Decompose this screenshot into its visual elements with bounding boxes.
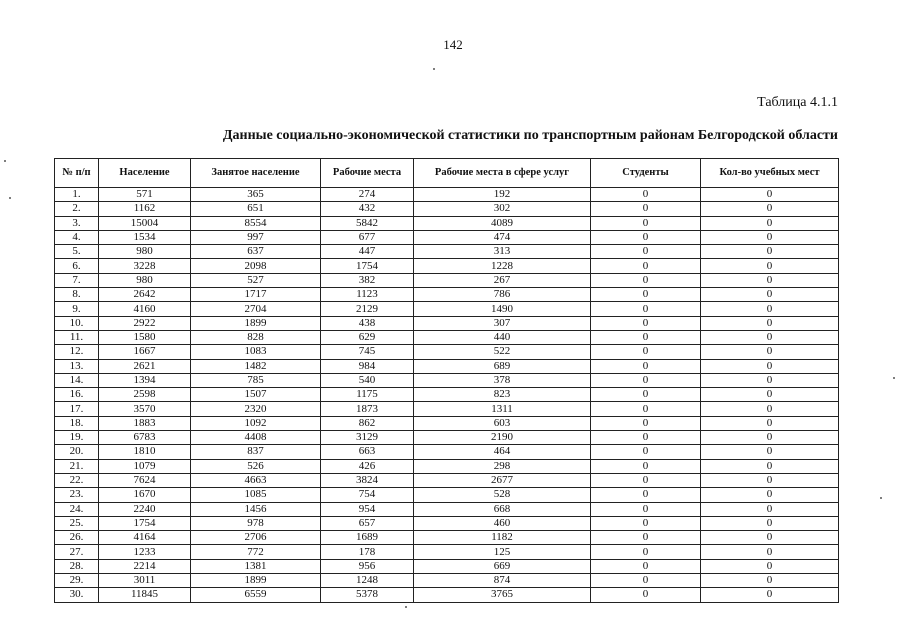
cell-row-number: 16.	[55, 388, 99, 402]
cell-service-jobs: 874	[414, 574, 591, 588]
table-row	[55, 388, 839, 402]
cell-students: 0	[591, 588, 701, 602]
column-header-students: Студенты	[591, 159, 701, 188]
cell-students: 0	[591, 473, 701, 487]
cell-jobs: 657	[321, 516, 414, 530]
table-row	[55, 459, 839, 473]
cell-jobs: 754	[321, 488, 414, 502]
statistics-table	[54, 158, 839, 603]
cell-row-number: 2.	[55, 202, 99, 216]
cell-service-jobs: 1182	[414, 531, 591, 545]
table-row	[55, 302, 839, 316]
cell-students: 0	[591, 359, 701, 373]
cell-service-jobs: 1228	[414, 259, 591, 273]
cell-population: 3570	[99, 402, 191, 416]
cell-service-jobs: 2190	[414, 431, 591, 445]
scan-speck	[880, 497, 882, 499]
cell-population: 11845	[99, 588, 191, 602]
cell-school-places: 0	[701, 259, 839, 273]
cell-jobs: 1175	[321, 388, 414, 402]
cell-school-places: 0	[701, 330, 839, 344]
cell-service-jobs: 302	[414, 202, 591, 216]
table-row	[55, 230, 839, 244]
table-body	[55, 188, 839, 603]
cell-service-jobs: 440	[414, 330, 591, 344]
cell-employed: 8554	[191, 216, 321, 230]
cell-jobs: 5842	[321, 216, 414, 230]
cell-service-jobs: 267	[414, 273, 591, 287]
table-header-row	[55, 159, 839, 188]
cell-service-jobs: 474	[414, 230, 591, 244]
cell-students: 0	[591, 431, 701, 445]
cell-service-jobs: 1311	[414, 402, 591, 416]
cell-row-number: 13.	[55, 359, 99, 373]
column-header-jobs: Рабочие места	[321, 159, 414, 188]
table-row	[55, 345, 839, 359]
cell-employed: 1085	[191, 488, 321, 502]
cell-school-places: 0	[701, 588, 839, 602]
cell-students: 0	[591, 531, 701, 545]
cell-row-number: 19.	[55, 431, 99, 445]
cell-service-jobs: 464	[414, 445, 591, 459]
cell-school-places: 0	[701, 516, 839, 530]
cell-school-places: 0	[701, 316, 839, 330]
table-row	[55, 216, 839, 230]
cell-row-number: 27.	[55, 545, 99, 559]
cell-population: 1233	[99, 545, 191, 559]
cell-school-places: 0	[701, 445, 839, 459]
cell-students: 0	[591, 516, 701, 530]
cell-jobs: 1754	[321, 259, 414, 273]
table-row	[55, 574, 839, 588]
cell-service-jobs: 2677	[414, 473, 591, 487]
cell-students: 0	[591, 202, 701, 216]
cell-row-number: 22.	[55, 473, 99, 487]
scan-speck	[4, 160, 6, 162]
table-row	[55, 288, 839, 302]
table-title: Данные социально-экономической статистики по транспортным районам Белгородской области	[222, 128, 838, 143]
table-row	[55, 559, 839, 573]
cell-population: 3228	[99, 259, 191, 273]
cell-students: 0	[591, 330, 701, 344]
table-row	[55, 316, 839, 330]
cell-jobs: 447	[321, 245, 414, 259]
cell-students: 0	[591, 288, 701, 302]
cell-school-places: 0	[701, 288, 839, 302]
cell-school-places: 0	[701, 531, 839, 545]
cell-population: 4164	[99, 531, 191, 545]
cell-school-places: 0	[701, 345, 839, 359]
cell-population: 4160	[99, 302, 191, 316]
cell-students: 0	[591, 373, 701, 387]
cell-employed: 785	[191, 373, 321, 387]
cell-jobs: 629	[321, 330, 414, 344]
cell-students: 0	[591, 230, 701, 244]
scan-speck	[433, 68, 435, 70]
cell-jobs: 382	[321, 273, 414, 287]
cell-jobs: 1123	[321, 288, 414, 302]
cell-row-number: 5.	[55, 245, 99, 259]
scan-speck	[893, 377, 895, 379]
cell-students: 0	[591, 445, 701, 459]
cell-population: 1667	[99, 345, 191, 359]
cell-employed: 837	[191, 445, 321, 459]
cell-row-number: 4.	[55, 230, 99, 244]
cell-population: 980	[99, 245, 191, 259]
cell-employed: 2320	[191, 402, 321, 416]
cell-population: 980	[99, 273, 191, 287]
cell-row-number: 17.	[55, 402, 99, 416]
cell-row-number: 3.	[55, 216, 99, 230]
cell-school-places: 0	[701, 416, 839, 430]
cell-employed: 1899	[191, 574, 321, 588]
cell-population: 2598	[99, 388, 191, 402]
cell-row-number: 6.	[55, 259, 99, 273]
cell-row-number: 1.	[55, 188, 99, 202]
cell-population: 2240	[99, 502, 191, 516]
cell-population: 1162	[99, 202, 191, 216]
cell-employed: 2704	[191, 302, 321, 316]
scan-speck	[9, 197, 11, 199]
table-row	[55, 188, 839, 202]
cell-school-places: 0	[701, 188, 839, 202]
cell-employed: 365	[191, 188, 321, 202]
cell-employed: 527	[191, 273, 321, 287]
cell-row-number: 12.	[55, 345, 99, 359]
cell-service-jobs: 192	[414, 188, 591, 202]
table-row	[55, 488, 839, 502]
cell-employed: 1507	[191, 388, 321, 402]
cell-service-jobs: 460	[414, 516, 591, 530]
cell-population: 2922	[99, 316, 191, 330]
cell-school-places: 0	[701, 402, 839, 416]
cell-jobs: 3129	[321, 431, 414, 445]
cell-students: 0	[591, 388, 701, 402]
cell-service-jobs: 378	[414, 373, 591, 387]
cell-population: 1079	[99, 459, 191, 473]
cell-population: 1580	[99, 330, 191, 344]
cell-school-places: 0	[701, 545, 839, 559]
cell-row-number: 21.	[55, 459, 99, 473]
cell-school-places: 0	[701, 574, 839, 588]
cell-students: 0	[591, 316, 701, 330]
cell-service-jobs: 313	[414, 245, 591, 259]
cell-service-jobs: 3765	[414, 588, 591, 602]
cell-employed: 1083	[191, 345, 321, 359]
cell-population: 2214	[99, 559, 191, 573]
cell-row-number: 28.	[55, 559, 99, 573]
cell-students: 0	[591, 459, 701, 473]
cell-population: 15004	[99, 216, 191, 230]
cell-employed: 1092	[191, 416, 321, 430]
cell-jobs: 432	[321, 202, 414, 216]
cell-school-places: 0	[701, 388, 839, 402]
cell-service-jobs: 4089	[414, 216, 591, 230]
cell-service-jobs: 522	[414, 345, 591, 359]
cell-employed: 2098	[191, 259, 321, 273]
column-header-school-places: Кол-во учебных мест	[701, 159, 839, 188]
cell-row-number: 18.	[55, 416, 99, 430]
cell-jobs: 677	[321, 230, 414, 244]
cell-service-jobs: 689	[414, 359, 591, 373]
table-row	[55, 202, 839, 216]
cell-school-places: 0	[701, 373, 839, 387]
table-row	[55, 516, 839, 530]
cell-students: 0	[591, 188, 701, 202]
table-row	[55, 373, 839, 387]
cell-population: 1883	[99, 416, 191, 430]
cell-jobs: 956	[321, 559, 414, 573]
table-row	[55, 473, 839, 487]
cell-service-jobs: 125	[414, 545, 591, 559]
cell-students: 0	[591, 488, 701, 502]
cell-students: 0	[591, 402, 701, 416]
cell-school-places: 0	[701, 559, 839, 573]
table-row	[55, 245, 839, 259]
cell-service-jobs: 823	[414, 388, 591, 402]
cell-row-number: 10.	[55, 316, 99, 330]
cell-service-jobs: 528	[414, 488, 591, 502]
column-header-population: Население	[99, 159, 191, 188]
table-row	[55, 545, 839, 559]
cell-row-number: 11.	[55, 330, 99, 344]
cell-jobs: 540	[321, 373, 414, 387]
cell-population: 7624	[99, 473, 191, 487]
cell-students: 0	[591, 502, 701, 516]
cell-row-number: 29.	[55, 574, 99, 588]
table-row	[55, 588, 839, 602]
cell-school-places: 0	[701, 273, 839, 287]
cell-population: 1670	[99, 488, 191, 502]
cell-students: 0	[591, 245, 701, 259]
cell-employed: 651	[191, 202, 321, 216]
cell-employed: 1482	[191, 359, 321, 373]
cell-population: 1534	[99, 230, 191, 244]
cell-employed: 1381	[191, 559, 321, 573]
cell-service-jobs: 669	[414, 559, 591, 573]
cell-employed: 997	[191, 230, 321, 244]
cell-school-places: 0	[701, 302, 839, 316]
cell-employed: 526	[191, 459, 321, 473]
cell-population: 1810	[99, 445, 191, 459]
cell-employed: 1717	[191, 288, 321, 302]
cell-jobs: 954	[321, 502, 414, 516]
cell-jobs: 438	[321, 316, 414, 330]
cell-row-number: 14.	[55, 373, 99, 387]
cell-students: 0	[591, 302, 701, 316]
cell-jobs: 663	[321, 445, 414, 459]
cell-jobs: 5378	[321, 588, 414, 602]
cell-row-number: 26.	[55, 531, 99, 545]
table-row	[55, 330, 839, 344]
cell-row-number: 7.	[55, 273, 99, 287]
page-number: 142	[443, 37, 463, 52]
table-row	[55, 416, 839, 430]
cell-population: 6783	[99, 431, 191, 445]
cell-students: 0	[591, 259, 701, 273]
cell-population: 2621	[99, 359, 191, 373]
cell-population: 1394	[99, 373, 191, 387]
table-row	[55, 259, 839, 273]
cell-jobs: 426	[321, 459, 414, 473]
table-row	[55, 273, 839, 287]
cell-row-number: 24.	[55, 502, 99, 516]
cell-jobs: 1873	[321, 402, 414, 416]
cell-school-places: 0	[701, 459, 839, 473]
cell-jobs: 1689	[321, 531, 414, 545]
cell-service-jobs: 298	[414, 459, 591, 473]
cell-school-places: 0	[701, 245, 839, 259]
cell-students: 0	[591, 574, 701, 588]
table-label: Таблица 4.1.1	[757, 95, 838, 110]
table-row	[55, 531, 839, 545]
cell-jobs: 178	[321, 545, 414, 559]
cell-row-number: 9.	[55, 302, 99, 316]
cell-employed: 1899	[191, 316, 321, 330]
cell-jobs: 862	[321, 416, 414, 430]
cell-population: 3011	[99, 574, 191, 588]
cell-school-places: 0	[701, 202, 839, 216]
cell-row-number: 23.	[55, 488, 99, 502]
cell-service-jobs: 1490	[414, 302, 591, 316]
cell-school-places: 0	[701, 230, 839, 244]
table-row	[55, 359, 839, 373]
cell-employed: 2706	[191, 531, 321, 545]
cell-employed: 1456	[191, 502, 321, 516]
cell-service-jobs: 307	[414, 316, 591, 330]
cell-students: 0	[591, 559, 701, 573]
cell-employed: 978	[191, 516, 321, 530]
cell-school-places: 0	[701, 502, 839, 516]
cell-employed: 6559	[191, 588, 321, 602]
cell-jobs: 274	[321, 188, 414, 202]
cell-population: 571	[99, 188, 191, 202]
table-row	[55, 502, 839, 516]
cell-school-places: 0	[701, 431, 839, 445]
table-row	[55, 431, 839, 445]
cell-jobs: 3824	[321, 473, 414, 487]
cell-school-places: 0	[701, 488, 839, 502]
cell-service-jobs: 668	[414, 502, 591, 516]
cell-school-places: 0	[701, 473, 839, 487]
cell-service-jobs: 603	[414, 416, 591, 430]
cell-employed: 772	[191, 545, 321, 559]
table-row	[55, 445, 839, 459]
cell-employed: 637	[191, 245, 321, 259]
cell-students: 0	[591, 345, 701, 359]
scan-speck	[405, 606, 407, 608]
cell-jobs: 984	[321, 359, 414, 373]
cell-jobs: 1248	[321, 574, 414, 588]
cell-jobs: 2129	[321, 302, 414, 316]
cell-population: 1754	[99, 516, 191, 530]
cell-employed: 4663	[191, 473, 321, 487]
cell-students: 0	[591, 273, 701, 287]
cell-service-jobs: 786	[414, 288, 591, 302]
cell-jobs: 745	[321, 345, 414, 359]
cell-row-number: 8.	[55, 288, 99, 302]
cell-row-number: 30.	[55, 588, 99, 602]
table-row	[55, 402, 839, 416]
cell-employed: 828	[191, 330, 321, 344]
cell-school-places: 0	[701, 359, 839, 373]
column-header-number: № п/п	[55, 159, 99, 188]
cell-row-number: 25.	[55, 516, 99, 530]
column-header-service-jobs: Рабочие места в сфере услуг	[414, 159, 591, 188]
cell-students: 0	[591, 545, 701, 559]
cell-population: 2642	[99, 288, 191, 302]
cell-school-places: 0	[701, 216, 839, 230]
column-header-employed: Занятое население	[191, 159, 321, 188]
cell-row-number: 20.	[55, 445, 99, 459]
cell-students: 0	[591, 216, 701, 230]
cell-students: 0	[591, 416, 701, 430]
cell-employed: 4408	[191, 431, 321, 445]
